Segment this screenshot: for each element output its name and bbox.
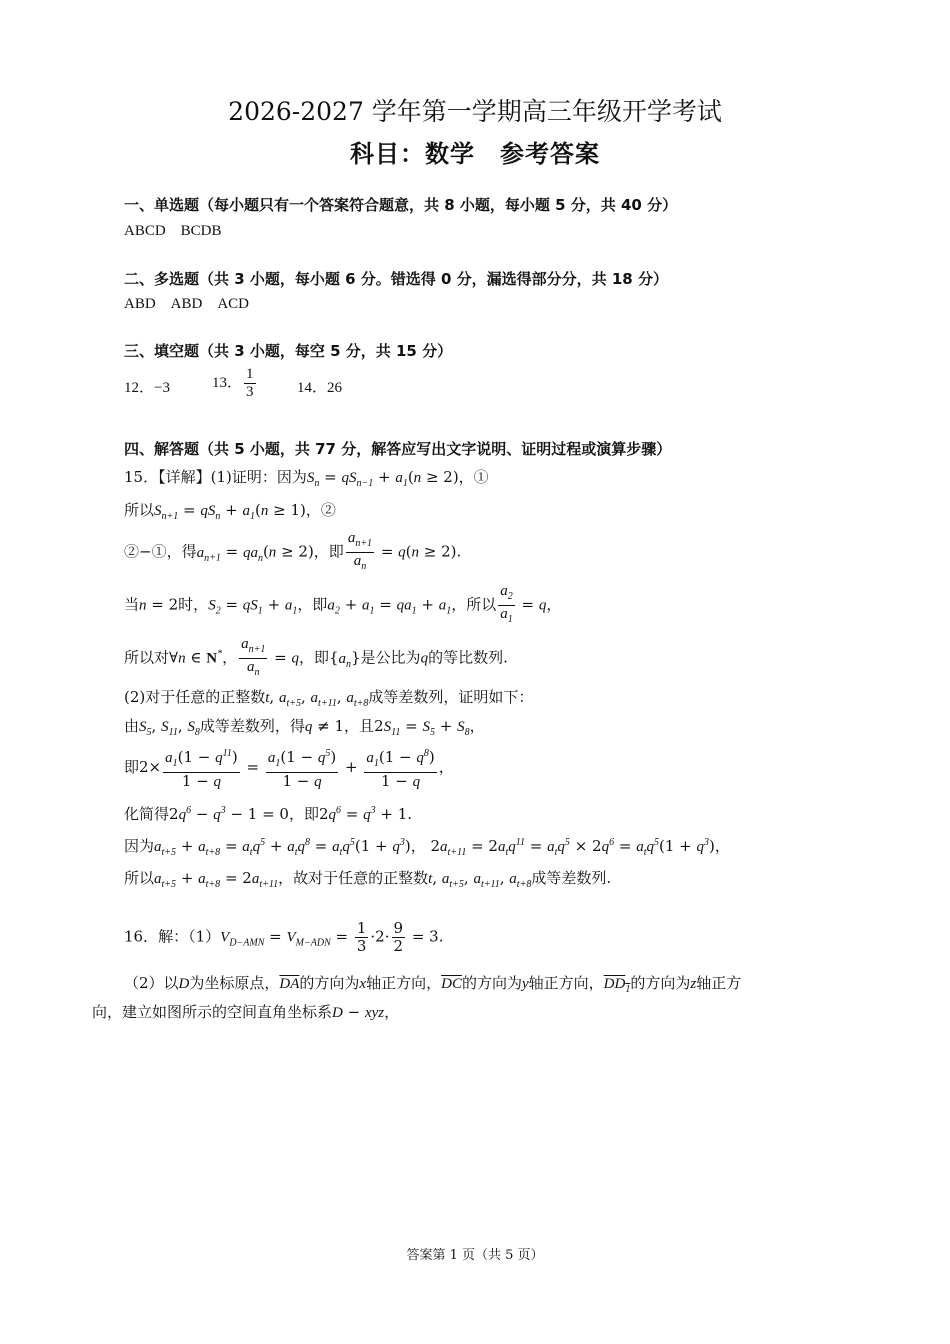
section-3-heading: 三、填空题（共 3 小题，每空 5 分，共 15 分） — [124, 342, 453, 360]
section-1-answers: ABCD BCDB — [124, 223, 222, 239]
answer-13 — [212, 366, 258, 401]
q16-line-2: （2）以D为坐标原点，$\overline{DA}$的方向为x轴正方向，$\overline{DC}$的方向为y轴正方向，$DD_1$的方向为z轴正方 — [124, 974, 742, 995]
q15-line-1: 15．【详解】(1)证明：因为$S_n = qS_{n-1} + a_1(n \ge 2)$，① — [124, 468, 489, 489]
q15-line-7: 由$S_5$, $S_{11}$, $S_8$成等差数列，得q ≠ 1，且$2S_{11} = S_5 + S_8$， — [124, 717, 485, 738]
page-footer: 答案第 1 页（共 5 页） — [406, 1248, 544, 1263]
q15-part-2: (2)对于任意的正整数t, $a_{t+5}$, $a_{t+11}$, $a_{t+8}$成等差数列，证明如下： — [124, 688, 534, 709]
page-title: 2026-2027 学年第一学期高三年级开学考试 — [228, 97, 722, 126]
answer-14: 14．26 — [297, 380, 343, 396]
q15-line-11: 所以$a_{t+5} + a_{t+8} = 2a_{t+11}$，故对于任意的正整数t, $a_{t+5}$, $a_{t+11}$, $a_{t+8}$成等差数列. — [124, 869, 612, 890]
q15-line-5: 所以对∀n ∈ N*， $\frac{a_{n+1}}{a_n}$ = q，即$\{a_n\}$是公比为q的等比数列. — [124, 636, 508, 678]
q16-line-3: 向，建立如图所示的空间直角坐标系D − xyz， — [92, 1003, 400, 1021]
answer-13-denominator: 3 — [246, 384, 254, 400]
section-2-heading: 二、多选题（共 3 小题，每小题 6 分。错选得 0 分，漏选得部分分，共 18 分） — [124, 270, 668, 288]
page-subtitle: 科目：数学 参考答案 — [350, 140, 600, 168]
q15-line-10: 因为$a_{t+5} + a_{t+8} = a_tq^5 + a_tq^8 = a_tq^5(1 + q^3)$， $2a_{t+11} = 2a_tq^{11} = a_tq^5 \times 2q^6 = a_tq^5(1 + q^3)$， — [124, 837, 730, 858]
answer-12: 12．−3 — [124, 380, 170, 396]
q15-line-8: 即2× $\frac{a_1(1 - q^{11})}{1 - q}$ = $\frac{a_1(1 - q^5)}{1 - q}$ + $\frac{a_1(1 - q^8)}{1 - q}$ ， — [124, 745, 454, 791]
q15-line-2: 所以$S_{n+1} = qS_n + a_1(n \ge 1)$，② — [124, 501, 336, 522]
answer-13-numerator: 1 — [246, 366, 254, 382]
q15-line-4: 当n = 2时，$S_2 = qS_1 + a_1$，即$a_2 + a_1 = qa_1 + a_1$，所以 $\frac{a_2}{a_1}$ = q， — [124, 583, 562, 625]
q15-line-3: ②−①，得$a_{n+1} = qa_n(n \ge 2)$，即 $\frac{a_{n+1}}{a_n}$ = q(n ≥ 2). — [124, 530, 462, 572]
section-1-heading: 一、单选题（每小题只有一个答案符合题意，共 8 小题，每小题 5 分，共 40 分） — [124, 196, 678, 214]
answer-13-label: 13． — [212, 374, 243, 391]
section-2-answers: ABD ABD ACD — [124, 296, 250, 312]
section-4-heading: 四、解答题（共 5 小题，共 77 分，解答应写出文字说明、证明过程或演算步骤） — [124, 440, 672, 458]
q16-line-1: 16．解：$(1)V_{D-AMN} = V_{M-ADN}$ = $\frac{1}{3}$ ·2· $\frac{9}{2}$ = 3. — [124, 919, 444, 955]
q15-line-9: 化简得$2q^6 - q^3 - 1 = 0$，即$2q^6 = q^3 + 1$. — [124, 805, 413, 823]
